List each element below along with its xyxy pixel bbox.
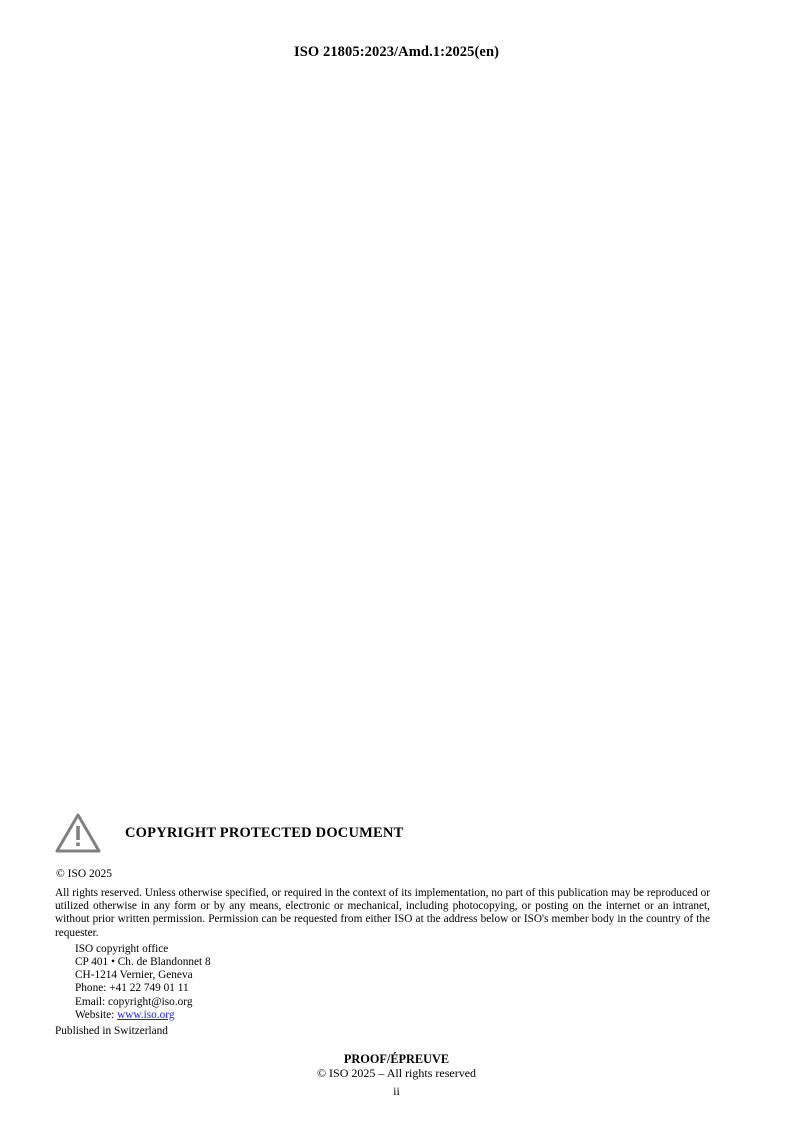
copyright-year: ISO 2025 (67, 868, 113, 880)
address-office: ISO copyright office (75, 942, 169, 955)
copyright-symbol: © (56, 868, 65, 880)
footer-page-number: ii (393, 1084, 400, 1098)
copyright-address (75, 943, 715, 1022)
copyright-body-text: All rights reserved. Unless otherwise specified, or required in the context of its implementation, no part of this publication may be reproduced or utilized otherwise in any form or by any means, electronic or mechanical, including photocopying, or posting on the internet or an intranet, without prior written permission. Permission can be requested from either ISO at the address below or ISO's member body in the country of the requester. (55, 887, 710, 939)
copyright-year-line (56, 868, 715, 880)
page-header: ISO 21805:2023/Amd.1:2025(en) (293, 44, 500, 60)
address-phone: Phone: +41 22 749 01 11 (75, 982, 189, 995)
footer-proof: PROOF/ÉPREUVE (343, 1052, 450, 1066)
footer-rights: © ISO 2025 – All rights reserved (316, 1066, 477, 1080)
address-website-row (75, 1009, 715, 1022)
warning-triangle-icon (55, 812, 101, 854)
address-email-value: copyright@iso.org (107, 995, 193, 1008)
address-email-label: Email: (75, 995, 108, 1008)
published-in: Published in Switzerland (55, 1025, 168, 1038)
copyright-heading-row (55, 812, 715, 854)
address-website-link[interactable]: www.iso.org (117, 1008, 175, 1021)
copyright-block (55, 812, 715, 1038)
address-email-row (75, 996, 715, 1009)
address-website-label: Website: (75, 1008, 118, 1021)
address-street: CP 401 • Ch. de Blandonnet 8 (75, 956, 211, 969)
copyright-heading: COPYRIGHT PROTECTED DOCUMENT (125, 824, 404, 841)
address-city: CH-1214 Vernier, Geneva (75, 969, 193, 982)
